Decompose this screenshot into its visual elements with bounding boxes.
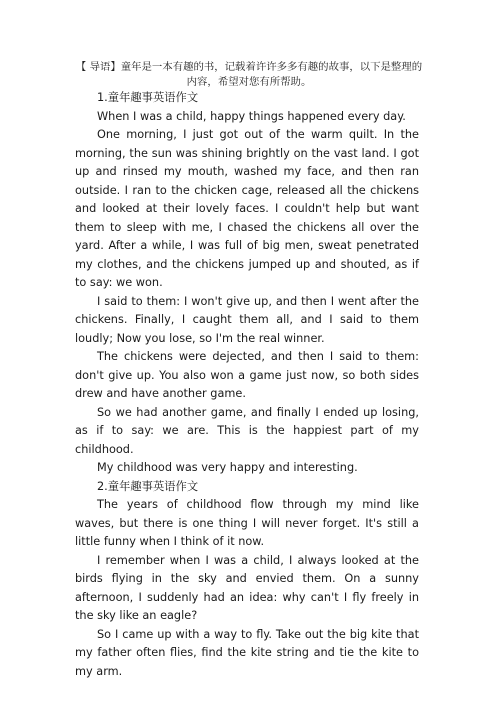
paragraph: So we had another game, and finally I ended up losing, as if to say: we are. This is the happiest part of my childhood. (75, 405, 419, 456)
paragraph: When I was a child, happy things happened every day. (97, 109, 406, 123)
paragraph: The chickens were dejected, and then I said to them: don't give up. You also won a game just now, so both sides drew and have another game. (75, 350, 419, 400)
paragraph: The years of childhood flow through my mind like waves, but there is one thing I will never forget. It's still a little funny when I think of it now. (75, 498, 419, 548)
paragraph: One morning, I just got out of the warm quilt. In the morning, the sun was shining brightly on the vast land. I got up and rinsed my mouth, washed my face, and then ran outside. I ran to the chicken cage, released all the chickens and looked at their lovely faces. I couldn't help but want them to sleep with me, I chased the chickens all over the yard. After a while, I was full of big men, sweat penetrated my clothes, and the chickens jumped up and shouted, as if to say: we won. (75, 128, 419, 289)
heading-2: 2.童年趣事英语作文 (97, 479, 199, 493)
heading-1: 1.童年趣事英语作文 (97, 91, 199, 104)
article-body (75, 89, 419, 681)
paragraph: My childhood was very happy and interesting. (97, 461, 358, 474)
paragraph: I said to them: I won't give up, and then I went after the chickens. Finally, I caught them all, and I said to them loudly; Now you lose, so I'm the real winner. (75, 294, 419, 345)
intro-text: 【 导语】童年是一本有趣的书，记载着许许多多有趣的故事，以下是整理的内容，希望对您有所帮助。 (75, 61, 423, 88)
paragraph: I remember when I was a child, I always looked at the birds flying in the sky and envied them. On a sunny afternoon, I suddenly had an idea: why can't I fly freely in the sky like an eagle? (75, 553, 419, 622)
paragraph: So I came up with a way to fly. Take out the big kite that my father often flies, find the kite string and tie the kite to my arm. (75, 627, 419, 678)
